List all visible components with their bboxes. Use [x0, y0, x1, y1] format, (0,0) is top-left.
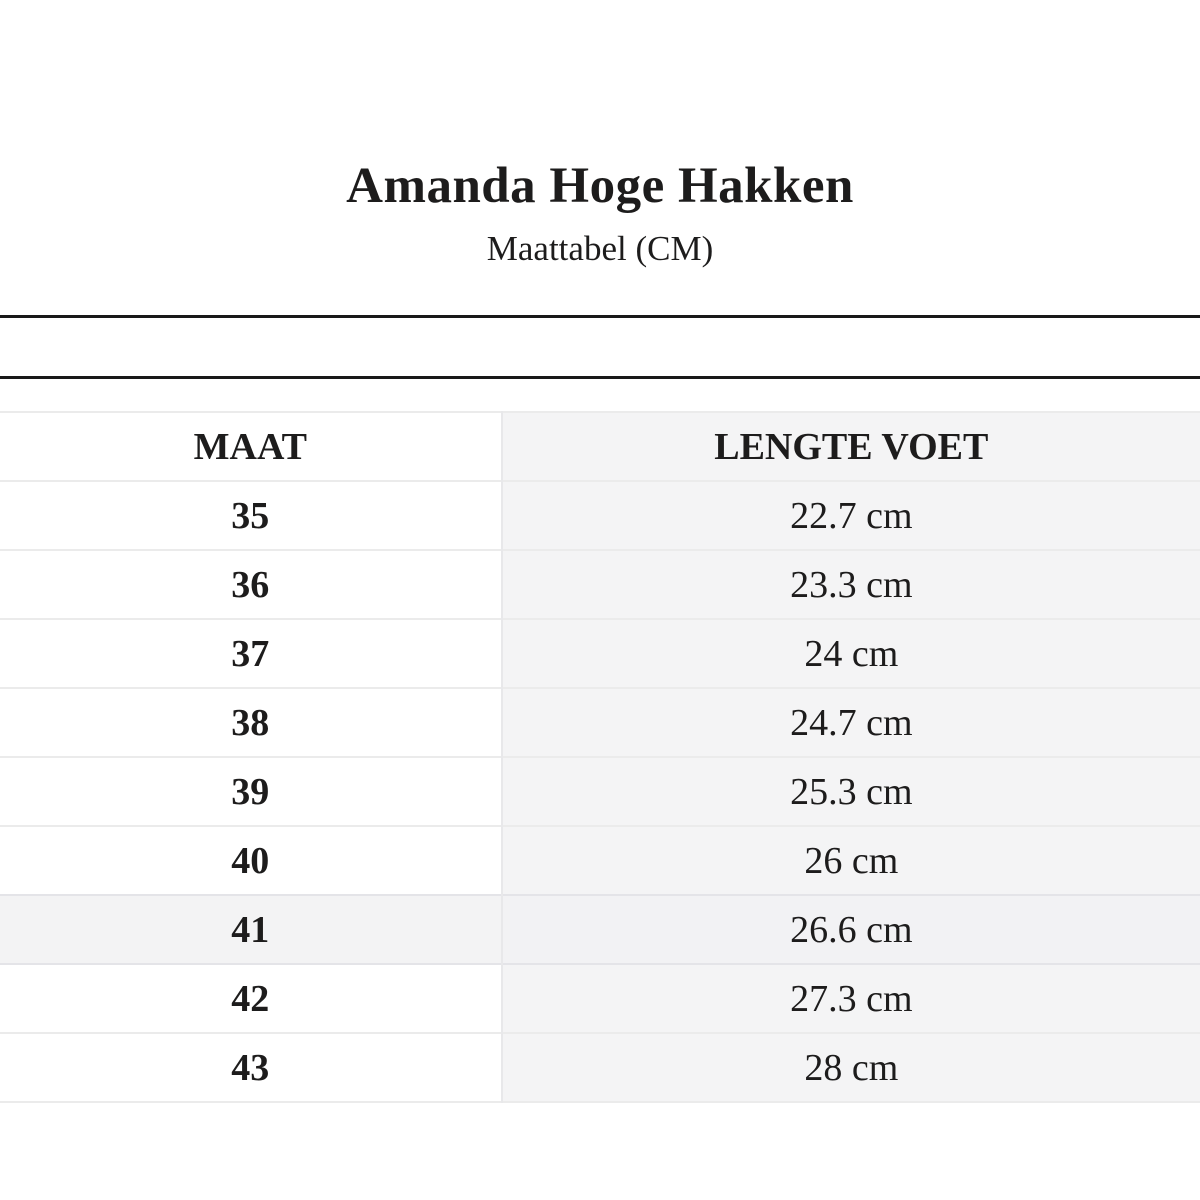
maat-cell: 36 — [0, 550, 502, 619]
maat-cell: 38 — [0, 688, 502, 757]
lengte-cell: 24.7 cm — [502, 688, 1200, 757]
size-table — [0, 411, 1200, 1103]
lengte-cell: 26 cm — [502, 826, 1200, 895]
lengte-cell: 26.6 cm — [502, 895, 1200, 964]
lengte-cell: 27.3 cm — [502, 964, 1200, 1033]
table-row — [0, 550, 1200, 619]
maat-cell: 43 — [0, 1033, 502, 1102]
table-header-row — [0, 412, 1200, 481]
table-row — [0, 481, 1200, 550]
maat-cell: 35 — [0, 481, 502, 550]
table-row — [0, 826, 1200, 895]
page-title: Amanda Hoge Hakken — [346, 158, 854, 214]
maat-cell: 41 — [0, 895, 502, 964]
table-row — [0, 688, 1200, 757]
column-header-lengte-voet: LENGTE VOET — [502, 412, 1200, 481]
maat-cell: 39 — [0, 757, 502, 826]
maat-cell: 37 — [0, 619, 502, 688]
page-subtitle: Maattabel (CM) — [486, 229, 714, 268]
table-row — [0, 619, 1200, 688]
table-row — [0, 757, 1200, 826]
lengte-cell: 23.3 cm — [502, 550, 1200, 619]
table-row-highlighted — [0, 895, 1200, 964]
table-row — [0, 964, 1200, 1033]
table-row — [0, 1033, 1200, 1102]
lengte-cell: 22.7 cm — [502, 481, 1200, 550]
lengte-cell: 24 cm — [502, 619, 1200, 688]
size-chart-page — [0, 156, 1200, 1200]
lengte-cell: 25.3 cm — [502, 757, 1200, 826]
maat-cell: 40 — [0, 826, 502, 895]
lengte-cell: 28 cm — [502, 1033, 1200, 1102]
column-header-maat: MAAT — [0, 412, 502, 481]
maat-cell: 42 — [0, 964, 502, 1033]
horizontal-rule-panel — [0, 315, 1200, 379]
